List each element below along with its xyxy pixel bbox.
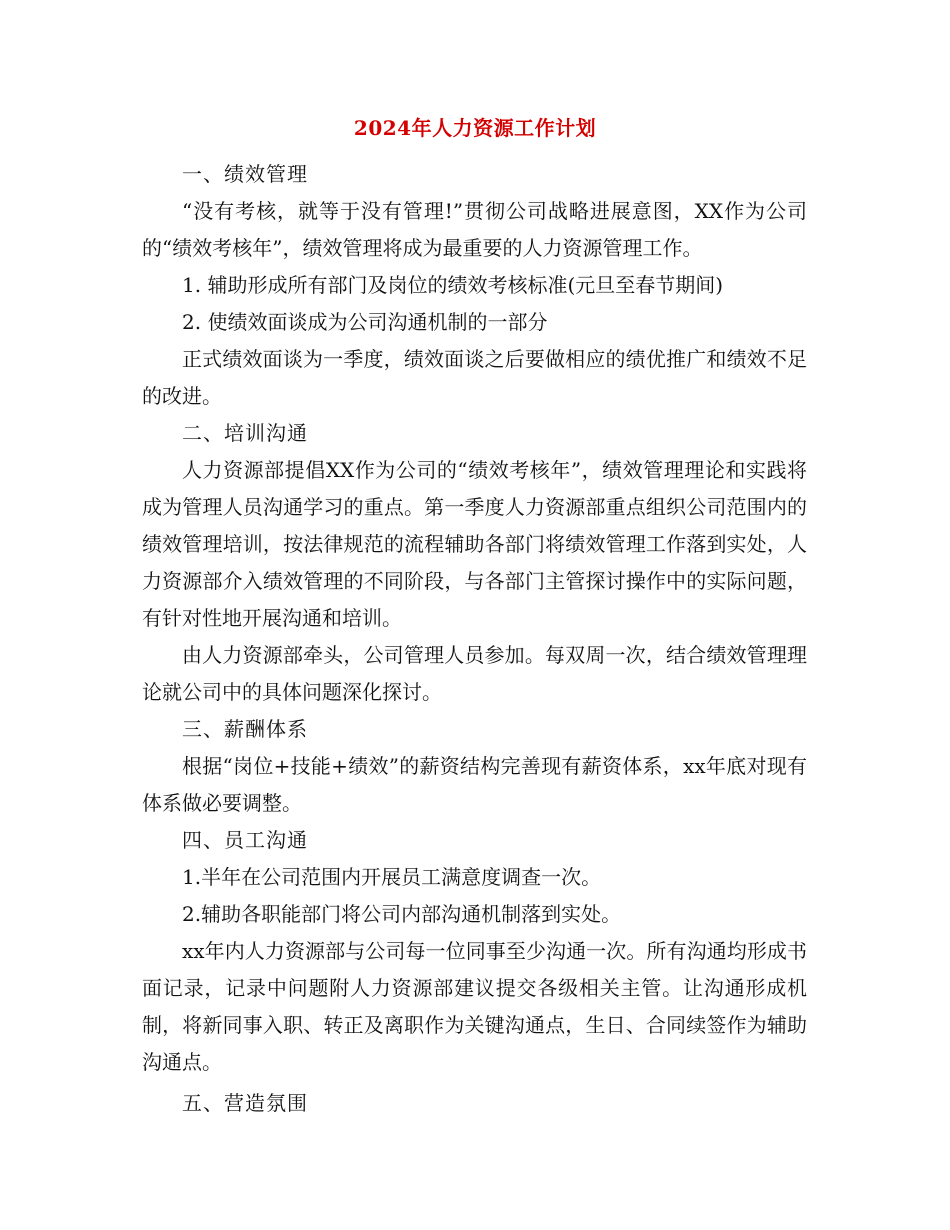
section-heading-training: 二、培训沟通	[182, 421, 308, 445]
section-heading-compensation: 三、薪酬体系	[182, 717, 308, 741]
paragraph: “没有考核，就等于没有管理!”贯彻公司战略进展意图，XX作为公司的“绩效考核年”，绩效管理将成为最重要的人力资源管理工作。	[142, 199, 807, 260]
paragraph: 由人力资源部牵头，公司管理人员参加。每双周一次，结合绩效管理理论就公司中的具体问题深化探讨。	[142, 643, 807, 704]
list-item: 1. 辅助形成所有部门及岗位的绩效考核标准(元旦至春节期间)	[182, 273, 724, 297]
section-heading-communication: 四、员工沟通	[182, 828, 308, 852]
list-item: 2.辅助各职能部门将公司内部沟通机制落到实处。	[182, 902, 622, 926]
document-title: 2024年人力资源工作计划	[353, 116, 597, 140]
section-heading-atmosphere: 五、营造氛围	[182, 1091, 308, 1115]
list-item: 1.半年在公司范围内开展员工满意度调查一次。	[182, 865, 602, 889]
paragraph: 人力资源部提倡XX作为公司的“绩效考核年”，绩效管理理论和实践将成为管理人员沟通学习的重点。第一季度人力资源部重点组织公司范围内的绩效管理培训，按法律规范的流程辅助各部门将绩效管理工作落到实处，人力资源部介入绩效管理的不同阶段，与各部门主管探讨操作中的实际问题，有针对性地开展沟通和培训。	[142, 458, 807, 630]
document-body	[142, 156, 807, 1122]
section-heading-performance: 一、绩效管理	[182, 162, 308, 186]
paragraph: 正式绩效面谈为一季度，绩效面谈之后要做相应的绩优推广和绩效不足的改进。	[142, 347, 807, 408]
list-item: 2. 使绩效面谈成为公司沟通机制的一部分	[182, 310, 548, 334]
paragraph: xx年内人力资源部与公司每一位同事至少沟通一次。所有沟通均形成书面记录，记录中问题附人力资源部建议提交各级相关主管。让沟通形成机制，将新同事入职、转正及离职作为关键沟通点，生日、合同续签作为辅助沟通点。	[142, 939, 807, 1074]
paragraph: 根据“岗位+技能+绩效”的薪资结构完善现有薪资体系，xx年底对现有体系做必要调整。	[142, 754, 807, 815]
